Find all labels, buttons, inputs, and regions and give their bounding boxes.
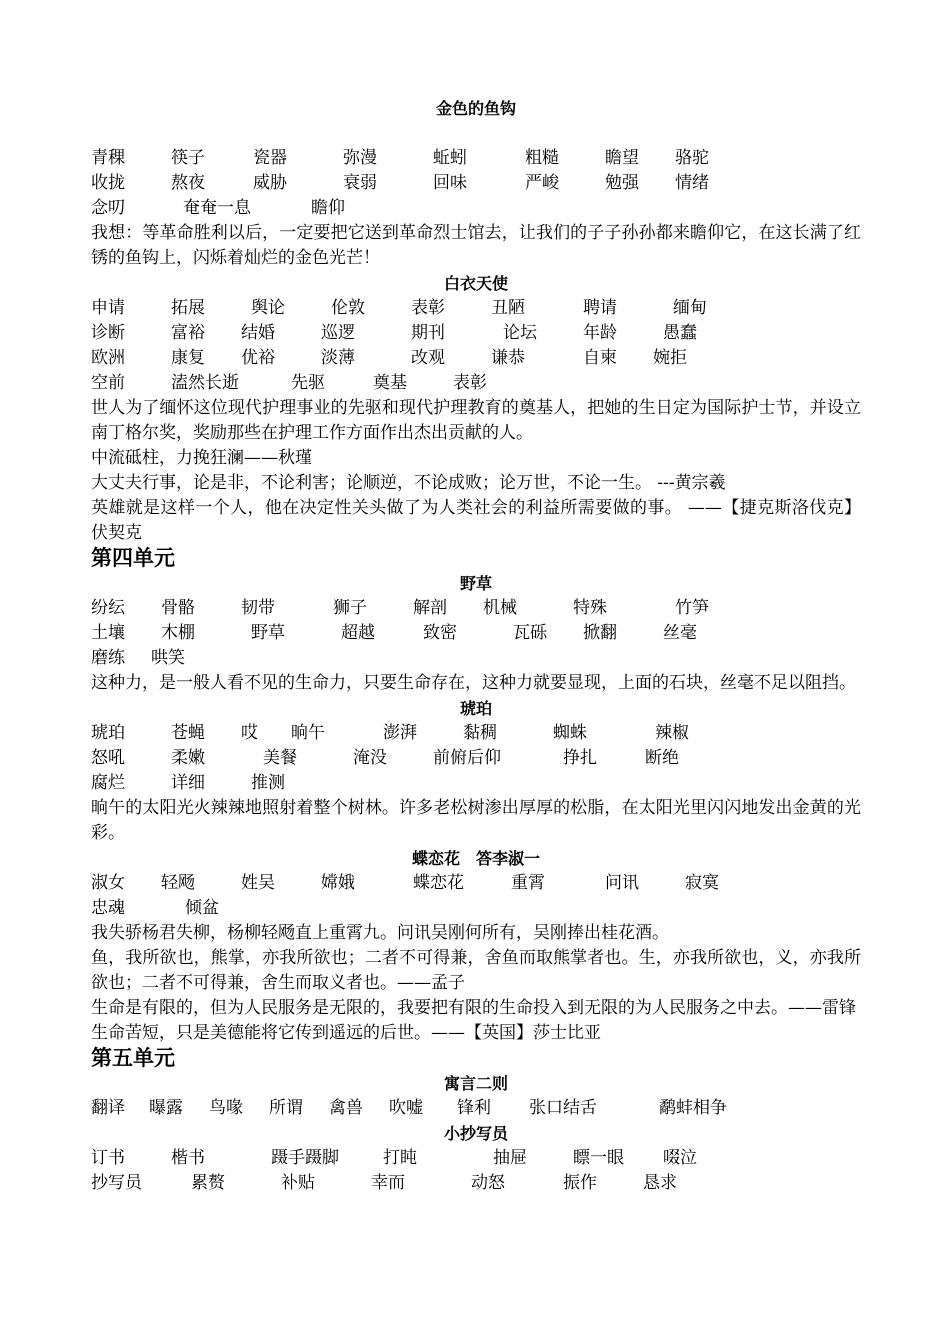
vocab-word: 问讯 (605, 873, 639, 893)
vocab-word: 瞻望 (605, 148, 639, 168)
vocab-word: 诊断 (91, 323, 125, 343)
vocab-word: 韧带 (241, 598, 275, 618)
vocab-word: 先驱 (291, 373, 325, 393)
vocab-word: 推测 (251, 773, 285, 793)
vocab-word: 舆论 (251, 298, 285, 318)
vocab-word: 申请 (91, 298, 125, 318)
vocab-word: 重霄 (511, 873, 545, 893)
vocab-word: 聘请 (583, 298, 617, 318)
vocab-word: 嫦娥 (321, 873, 355, 893)
vocab-row (91, 1171, 861, 1196)
vocab-word: 断绝 (645, 748, 679, 768)
vocab-word: 补贴 (281, 1173, 315, 1193)
vocab-row (91, 621, 861, 646)
vocab-word: 拓展 (171, 298, 205, 318)
vocab-word: 琥珀 (91, 723, 125, 743)
vocab-row (91, 871, 861, 896)
vocab-word: 姓吴 (241, 873, 275, 893)
vocab-word: 野草 (251, 623, 285, 643)
lesson-title: 蝶恋花 答李淑一 (411, 849, 540, 868)
vocab-word: 轻飏 (161, 873, 195, 893)
vocab-word: 掀翻 (583, 623, 617, 643)
vocab-word: 寂寞 (685, 873, 719, 893)
vocab-word: 锋利 (457, 1098, 491, 1118)
vocab-word: 特殊 (573, 598, 607, 618)
vocab-word: 骆驼 (675, 148, 709, 168)
vocab-word: 空前 (91, 373, 125, 393)
vocab-word: 婉拒 (653, 348, 687, 368)
vocab-row (91, 771, 861, 796)
vocab-word: 解剖 (413, 598, 447, 618)
vocab-word: 威胁 (253, 173, 287, 193)
vocab-word: 楷书 (171, 1148, 205, 1168)
vocab-word: 详细 (171, 773, 205, 793)
quote-paragraph: 英雄就是这样一个人，他在决定性关头做了为人类社会的利益所需要做的事。 ——【捷克斯洛伐克】伏契克 (91, 498, 861, 543)
vocab-word: 蝶恋花 (413, 873, 464, 893)
vocab-word: 康复 (171, 348, 205, 368)
vocab-word: 吹嘘 (389, 1098, 423, 1118)
vocab-word: 表彰 (411, 298, 445, 318)
vocab-word: 瞻仰 (311, 198, 345, 218)
vocab-word: 粗糙 (525, 148, 559, 168)
vocab-word: 淑女 (91, 873, 125, 893)
vocab-word: 张口结舌 (529, 1098, 597, 1118)
vocab-word: 土壤 (91, 623, 125, 643)
vocab-row (91, 896, 861, 921)
vocab-word: 纷纭 (91, 598, 125, 618)
vocab-word: 恳求 (643, 1173, 677, 1193)
vocab-word: 竹笋 (675, 598, 709, 618)
vocab-word: 筷子 (171, 148, 205, 168)
lesson-title: 小抄写员 (443, 1124, 508, 1143)
vocab-word: 柔嫩 (171, 748, 205, 768)
lesson-title: 野草 (459, 574, 492, 593)
lesson-title: 琥珀 (459, 699, 492, 718)
lesson-title: 白衣天使 (443, 274, 508, 293)
vocab-word: 致密 (423, 623, 457, 643)
vocab-word: 抽屉 (493, 1148, 527, 1168)
vocab-word: 收拢 (91, 173, 125, 193)
vocab-row (91, 1146, 861, 1171)
vocab-word: 所谓 (269, 1098, 303, 1118)
vocab-row (91, 296, 861, 321)
vocab-word: 淡薄 (321, 348, 355, 368)
vocab-word: 怒吼 (91, 748, 125, 768)
vocab-word: 瓦砾 (513, 623, 547, 643)
vocab-word: 改观 (411, 348, 445, 368)
vocab-row (91, 346, 861, 371)
vocab-word: 啜泣 (663, 1148, 697, 1168)
vocab-word: 结婚 (241, 323, 275, 343)
vocab-word: 回味 (433, 173, 467, 193)
vocab-word: 超越 (341, 623, 375, 643)
vocab-row (91, 746, 861, 771)
vocab-word: 丝毫 (663, 623, 697, 643)
document-page (91, 96, 861, 1196)
vocab-word: 累赘 (191, 1173, 225, 1193)
vocab-word: 奠基 (373, 373, 407, 393)
vocab-row (91, 596, 861, 621)
vocab-row (91, 721, 861, 746)
text-paragraph: 这种力，是一般人看不见的生命力，只要生命存在，这种力就要显现，上面的石块，丝毫不足以阻挡。 (91, 673, 856, 693)
quote-paragraph: 中流砥柱，力挽狂澜——秋瑾 (91, 448, 312, 468)
vocab-word: 勉强 (605, 173, 639, 193)
vocab-word: 禽兽 (329, 1098, 363, 1118)
vocab-word: 动怒 (471, 1173, 505, 1193)
unit-heading: 第四单元 (91, 546, 175, 570)
quote-paragraph: 大丈夫行事，论是非，不论利害；论顺逆，不论成败；论万世，不论一生。 ---黄宗羲 (91, 473, 726, 493)
vocab-word: 衰弱 (343, 173, 377, 193)
vocab-word: 伦敦 (331, 298, 365, 318)
vocab-word: 磨练 (91, 648, 125, 668)
vocab-word: 倾盆 (185, 898, 219, 918)
unit-heading: 第五单元 (91, 1046, 175, 1070)
vocab-word: 瓷器 (253, 148, 287, 168)
vocab-word: 订书 (91, 1148, 125, 1168)
vocab-word: 骨骼 (161, 598, 195, 618)
vocab-word: 表彰 (453, 373, 487, 393)
text-paragraph: 我失骄杨君失柳，杨柳轻飏直上重霄九。问讯吴刚何所有，吴刚捧出桂花酒。 (91, 923, 669, 943)
vocab-row (91, 171, 861, 196)
vocab-word: 欧洲 (91, 348, 125, 368)
vocab-word: 晌午 (291, 723, 325, 743)
vocab-word: 期刊 (411, 323, 445, 343)
vocab-word: 情绪 (675, 173, 709, 193)
vocab-word: 翻译 (91, 1098, 125, 1118)
vocab-word: 奄奄一息 (183, 198, 251, 218)
vocab-word: 狮子 (333, 598, 367, 618)
vocab-word: 念叨 (91, 198, 125, 218)
vocab-word: 哄笑 (151, 648, 185, 668)
vocab-word: 优裕 (241, 348, 275, 368)
vocab-word: 哎 (241, 723, 258, 743)
vocab-word: 蹑手蹑脚 (271, 1148, 339, 1168)
vocab-word: 鹬蚌相争 (659, 1098, 727, 1118)
vocab-row (91, 321, 861, 346)
vocab-word: 丑陋 (491, 298, 525, 318)
text-paragraph: 世人为了缅怀这位现代护理事业的先驱和现代护理教育的奠基人，把她的生日定为国际护士节，并设立南丁格尔奖，奖励那些在护理工作方面作出杰出贡献的人。 (91, 398, 861, 443)
lesson-title: 寓言二则 (443, 1074, 508, 1093)
vocab-word: 苍蝇 (171, 723, 205, 743)
quote-paragraph: 生命苦短，只是美德能将它传到遥远的后世。——【英国】莎士比亚 (91, 1023, 601, 1043)
vocab-word: 抄写员 (91, 1173, 142, 1193)
vocab-word: 熬夜 (171, 173, 205, 193)
vocab-word: 挣扎 (563, 748, 597, 768)
vocab-word: 淹没 (353, 748, 387, 768)
vocab-word: 愚蠢 (663, 323, 697, 343)
vocab-word: 机械 (483, 598, 517, 618)
vocab-word: 腐烂 (91, 773, 125, 793)
vocab-word: 巡逻 (321, 323, 355, 343)
vocab-word: 论坛 (503, 323, 537, 343)
vocab-word: 鸟喙 (209, 1098, 243, 1118)
vocab-word: 蚯蚓 (433, 148, 467, 168)
vocab-word: 辣椒 (655, 723, 689, 743)
quote-paragraph: 鱼，我所欲也，熊掌，亦我所欲也；二者不可得兼，舍鱼而取熊掌者也。生，亦我所欲也，义，亦我所欲也；二者不可得兼，舍生而取义者也。——孟子 (91, 948, 861, 993)
vocab-word: 瞟一眼 (573, 1148, 624, 1168)
vocab-word: 富裕 (171, 323, 205, 343)
text-paragraph: 我想：等革命胜利以后，一定要把它送到革命烈士馆去，让我们的子子孙孙都来瞻仰它，在这长满了红锈的鱼钩上，闪烁着灿烂的金色光芒！ (91, 223, 861, 268)
vocab-word: 溘然长逝 (171, 373, 239, 393)
vocab-word: 年龄 (583, 323, 617, 343)
lesson-title: 金色的鱼钩 (435, 99, 516, 118)
vocab-word: 前俯后仰 (433, 748, 501, 768)
quote-paragraph: 生命是有限的，但为人民服务是无限的，我要把有限的生命投入到无限的为人民服务之中去。——雷锋 (91, 998, 856, 1018)
vocab-word: 谦恭 (491, 348, 525, 368)
vocab-word: 木棚 (161, 623, 195, 643)
vocab-row (91, 146, 861, 171)
vocab-word: 美餐 (263, 748, 297, 768)
text-paragraph: 晌午的太阳光火辣辣地照射着整个树林。许多老松树渗出厚厚的松脂，在太阳光里闪闪地发出金黄的光彩。 (91, 798, 861, 843)
vocab-word: 青稞 (91, 148, 125, 168)
vocab-row (91, 196, 861, 221)
vocab-word: 打盹 (383, 1148, 417, 1168)
vocab-row (91, 371, 861, 396)
vocab-word: 澎湃 (383, 723, 417, 743)
vocab-word: 弥漫 (343, 148, 377, 168)
vocab-word: 严峻 (525, 173, 559, 193)
vocab-word: 幸而 (371, 1173, 405, 1193)
vocab-row (91, 646, 861, 671)
vocab-word: 振作 (563, 1173, 597, 1193)
vocab-word: 黏稠 (463, 723, 497, 743)
vocab-word: 蜘蛛 (553, 723, 587, 743)
vocab-word: 曝露 (149, 1098, 183, 1118)
vocab-row (91, 1096, 861, 1121)
vocab-word: 忠魂 (91, 898, 125, 918)
vocab-word: 缅甸 (673, 298, 707, 318)
vocab-word: 自柬 (583, 348, 617, 368)
